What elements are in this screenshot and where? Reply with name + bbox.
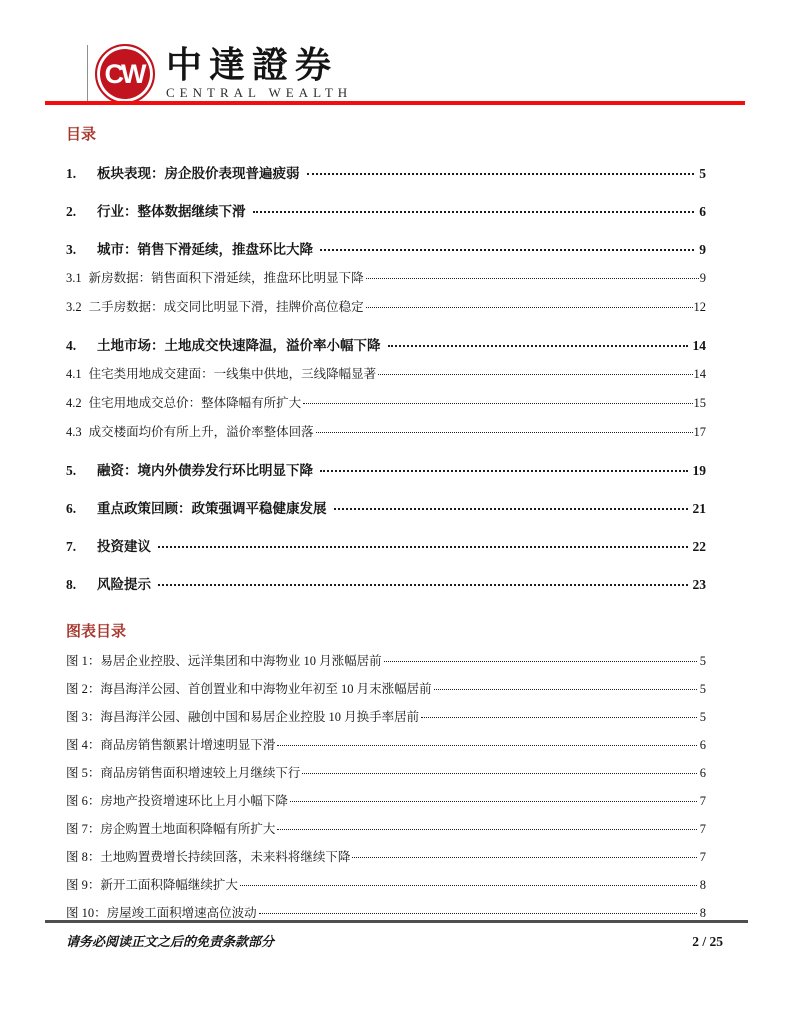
figure-entry[interactable] <box>66 906 706 921</box>
toc-entry-page: 9 <box>699 242 706 257</box>
toc-entry-number: 4. <box>66 338 77 353</box>
figure-entry-page: 6 <box>699 738 706 752</box>
toc-entry-page: 6 <box>699 204 706 219</box>
toc-entry-label: 新房数据：销售面积下滑延续，推盘环比明显下降 <box>88 271 364 285</box>
toc-leader-dots <box>307 173 695 175</box>
toc-entry[interactable] <box>66 462 706 479</box>
toc-leader-dots <box>320 470 688 472</box>
toc-entry-page: 17 <box>693 425 706 439</box>
toc-leader-dots <box>316 432 693 433</box>
toc-entry-number: 1. <box>66 166 77 181</box>
toc-leader-dots <box>303 403 692 404</box>
toc-entry-page: 5 <box>699 166 706 181</box>
figure-entry[interactable] <box>66 766 706 781</box>
page-number-indicator: 2 / 25 <box>692 934 723 949</box>
toc-leader-dots <box>158 546 688 548</box>
figure-leader-dots <box>352 857 696 858</box>
toc-entry-label: 投资建议 <box>97 539 151 554</box>
toc-entry[interactable] <box>66 538 706 555</box>
footer-rule <box>45 920 748 923</box>
figure-entry-page: 7 <box>699 850 706 864</box>
toc-entry-number: 4.3 <box>66 425 82 439</box>
figure-entry-label: 图 7：房企购置土地面积降幅有所扩大 <box>66 822 276 836</box>
figure-entry-page: 8 <box>699 906 706 920</box>
toc-entry-label: 城市：销售下滑延续，推盘环比大降 <box>97 242 313 257</box>
figure-entry-label: 图 8：土地购置费增长持续回落，未来料将继续下降 <box>66 850 351 864</box>
toc-entry[interactable] <box>66 576 706 593</box>
figure-leader-dots <box>384 661 697 662</box>
toc-leader-dots <box>334 508 688 510</box>
toc-entry-page: 14 <box>693 367 706 381</box>
figure-entry[interactable] <box>66 682 706 697</box>
toc-entry-label: 行业：整体数据继续下滑 <box>97 204 246 219</box>
toc-entry[interactable] <box>66 299 706 316</box>
figure-leader-dots <box>259 913 697 914</box>
figure-entry[interactable] <box>66 850 706 865</box>
page-content <box>66 126 706 921</box>
toc-entry-label: 融资：境内外债券发行环比明显下降 <box>97 463 313 478</box>
toc-entry-page: 19 <box>692 463 706 478</box>
toc-entry-number: 3.2 <box>66 300 82 314</box>
brand-header <box>87 44 352 104</box>
toc-entry-number: 3. <box>66 242 77 257</box>
figure-leader-dots <box>421 717 697 718</box>
toc-entry-number: 4.1 <box>66 367 82 381</box>
figure-entry-page: 6 <box>699 766 706 780</box>
toc-entry[interactable] <box>66 424 706 441</box>
figure-entry[interactable] <box>66 794 706 809</box>
toc-entry-number: 2. <box>66 204 77 219</box>
toc-entry-number: 8. <box>66 577 77 592</box>
toc-leader-dots <box>378 374 692 375</box>
toc-leader-dots <box>320 249 694 251</box>
toc-entry-number: 5. <box>66 463 77 478</box>
figure-entry-page: 5 <box>699 710 706 724</box>
figure-entry-label: 图 9：新开工面积降幅继续扩大 <box>66 878 238 892</box>
figure-leader-dots <box>302 773 696 774</box>
toc-entry[interactable] <box>66 500 706 517</box>
toc-entry-label: 土地市场：土地成交快速降温，溢价率小幅下降 <box>97 338 381 353</box>
toc-entry[interactable] <box>66 270 706 287</box>
page-footer <box>66 931 723 950</box>
toc-entry-page: 12 <box>693 300 706 314</box>
brand-name-chinese: 中達證券 <box>166 44 339 85</box>
toc-entry[interactable] <box>66 203 706 220</box>
figure-entry[interactable] <box>66 738 706 753</box>
header-vertical-divider <box>87 45 88 103</box>
figure-entry-label: 图 1：易居企业控股、远洋集团和中海物业 10 月涨幅居前 <box>66 654 382 668</box>
toc-entry-number: 4.2 <box>66 396 82 410</box>
figure-entry-label: 图 4：商品房销售额累计增速明显下滑 <box>66 738 276 752</box>
toc-entry-page: 9 <box>699 271 706 285</box>
toc-entry[interactable] <box>66 241 706 258</box>
figure-entry[interactable] <box>66 878 706 893</box>
figures-title: 图表目录 <box>66 624 127 640</box>
figure-leader-dots <box>277 829 696 830</box>
figure-entry-page: 7 <box>699 794 706 808</box>
toc-entry-number: 7. <box>66 539 77 554</box>
figure-leader-dots <box>240 885 697 886</box>
brand-text <box>166 44 353 102</box>
figure-entry-page: 8 <box>699 878 706 892</box>
toc-entry-page: 22 <box>692 539 706 554</box>
figure-entry-label: 图 10：房屋竣工面积增速高位波动 <box>66 906 257 920</box>
toc-entry-label: 风险提示 <box>97 577 151 592</box>
toc-title: 目录 <box>66 127 97 143</box>
toc-entry-page: 21 <box>692 501 706 516</box>
figure-entry-page: 5 <box>699 682 706 696</box>
toc-entry-page: 15 <box>693 396 706 410</box>
toc-entry-label: 成交楼面均价有所上升，溢价率整体回落 <box>88 425 314 439</box>
toc-entry[interactable] <box>66 366 706 383</box>
toc-entry[interactable] <box>66 395 706 412</box>
header-red-rule <box>45 101 745 105</box>
disclaimer-text: 请务必阅读正文之后的免责条款部分 <box>66 934 275 949</box>
toc-entry[interactable] <box>66 165 706 182</box>
toc-leader-dots <box>388 345 688 347</box>
toc-entry-number: 6. <box>66 501 77 516</box>
figure-entry-label: 图 3：海昌海洋公园、融创中国和易居企业控股 10 月换手率居前 <box>66 710 420 724</box>
figure-entry-label: 图 2：海昌海洋公园、首创置业和中海物业年初至 10 月末涨幅居前 <box>66 682 432 696</box>
figure-leader-dots <box>277 745 696 746</box>
figure-entry-page: 7 <box>699 822 706 836</box>
toc-entry[interactable] <box>66 337 706 354</box>
toc-leader-dots <box>253 211 695 213</box>
figure-entry-label: 图 6：房地产投资增速环比上月小幅下降 <box>66 794 288 808</box>
toc-leader-dots <box>366 278 699 279</box>
figures-section <box>66 623 706 921</box>
toc-leader-dots <box>366 307 693 308</box>
figure-entry[interactable] <box>66 822 706 837</box>
figure-entry[interactable] <box>66 710 706 725</box>
brand-name-english: CENTRAL WEALTH <box>166 85 353 101</box>
figure-leader-dots <box>290 801 697 802</box>
toc-entry-label: 板块表现：房企股价表现普遍疲弱 <box>97 166 300 181</box>
company-logo-icon <box>95 44 155 104</box>
toc-entry-page: 23 <box>692 577 706 592</box>
figure-entry-label: 图 5：商品房销售面积增速较上月继续下行 <box>66 766 301 780</box>
figure-entry[interactable] <box>66 654 706 669</box>
toc-entry-label: 住宅类用地成交建面：一线集中供地，三线降幅显著 <box>88 367 377 381</box>
figure-entry-page: 5 <box>699 654 706 668</box>
figure-leader-dots <box>434 689 697 690</box>
toc-leader-dots <box>158 584 688 586</box>
toc-entry-label: 重点政策回顾：政策强调平稳健康发展 <box>97 501 327 516</box>
logo-initials: CW <box>104 58 144 89</box>
toc-entry-label: 二手房数据：成交同比明显下滑，挂牌价高位稳定 <box>88 300 364 314</box>
toc-entry-number: 3.1 <box>66 271 82 285</box>
toc-entry-label: 住宅用地成交总价：整体降幅有所扩大 <box>88 396 302 410</box>
toc-entry-page: 14 <box>692 338 706 353</box>
